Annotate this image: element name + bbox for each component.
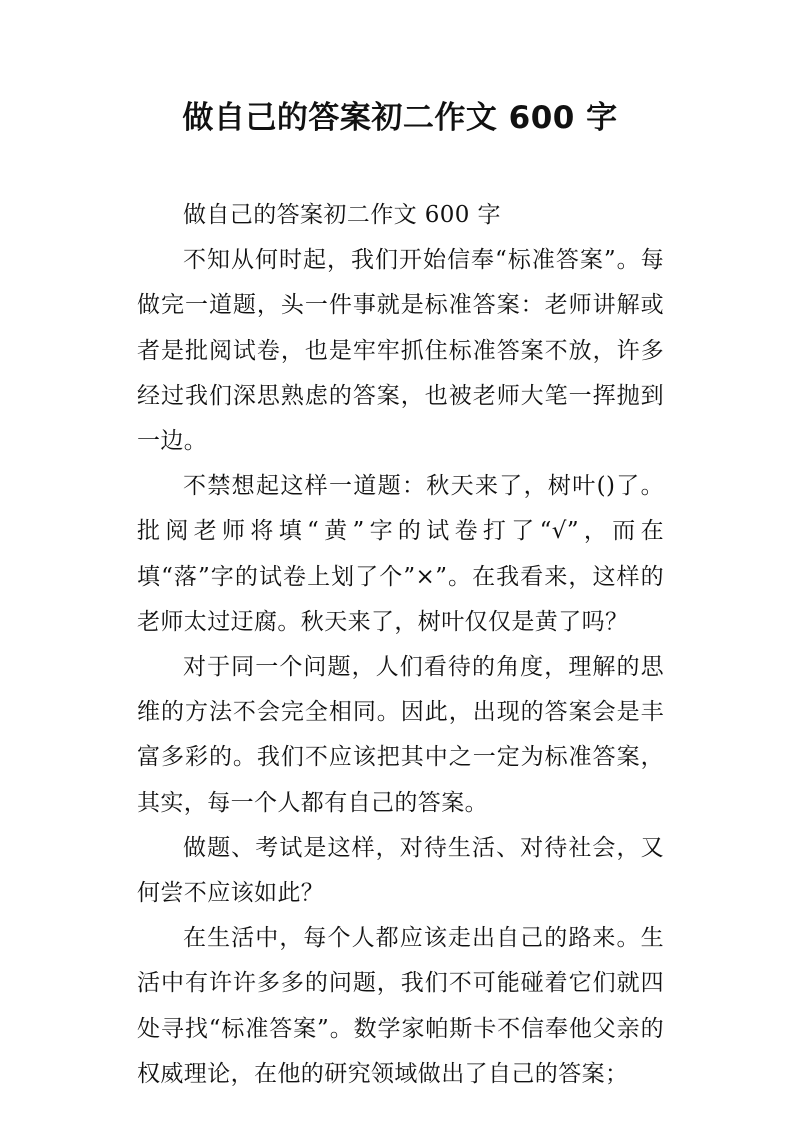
paragraph-2: 不禁想起这样一道题：秋天来了，树叶()了。批阅老师将填“黄”字的试卷打了“√”，而在填“落”字的试卷上划了个”×”。在我看来，这样的老师太过迂腐。秋天来了，树叶仅仅是黄了吗？ (137, 473, 664, 635)
document-title: 做自己的答案初二作文 600 字 (182, 100, 618, 136)
document-subtitle: 做自己的答案初二作文 600 字 (183, 202, 501, 228)
paragraph-5: 在生活中，每个人都应该走出自己的路来。生活中有许许多多的问题，我们不可能碰着它们就四处寻找“标准答案”。数学家帕斯卡不信奉他父亲的权威理论，在他的研究领域做出了自己的答案； (137, 925, 664, 1087)
paragraph-4: 做题、考试是这样，对待生活、对待社会，又何尝不应该如此？ (137, 834, 664, 907)
paragraph-1: 不知从何时起，我们开始信奉“标准答案”。每做完一道题，头一件事就是标准答案：老师讲解或者是批阅试卷，也是牢牢抓住标准答案不放，许多经过我们深思熟虑的答案，也被老师大笔一挥抛到一边。 (137, 247, 664, 455)
paragraph-3: 对于同一个问题，人们看待的角度，理解的思维的方法不会完全相同。因此，出现的答案会是丰富多彩的。我们不应该把其中之一定为标准答案，其实，每一个人都有自己的答案。 (137, 654, 664, 816)
document-body (137, 193, 664, 1097)
